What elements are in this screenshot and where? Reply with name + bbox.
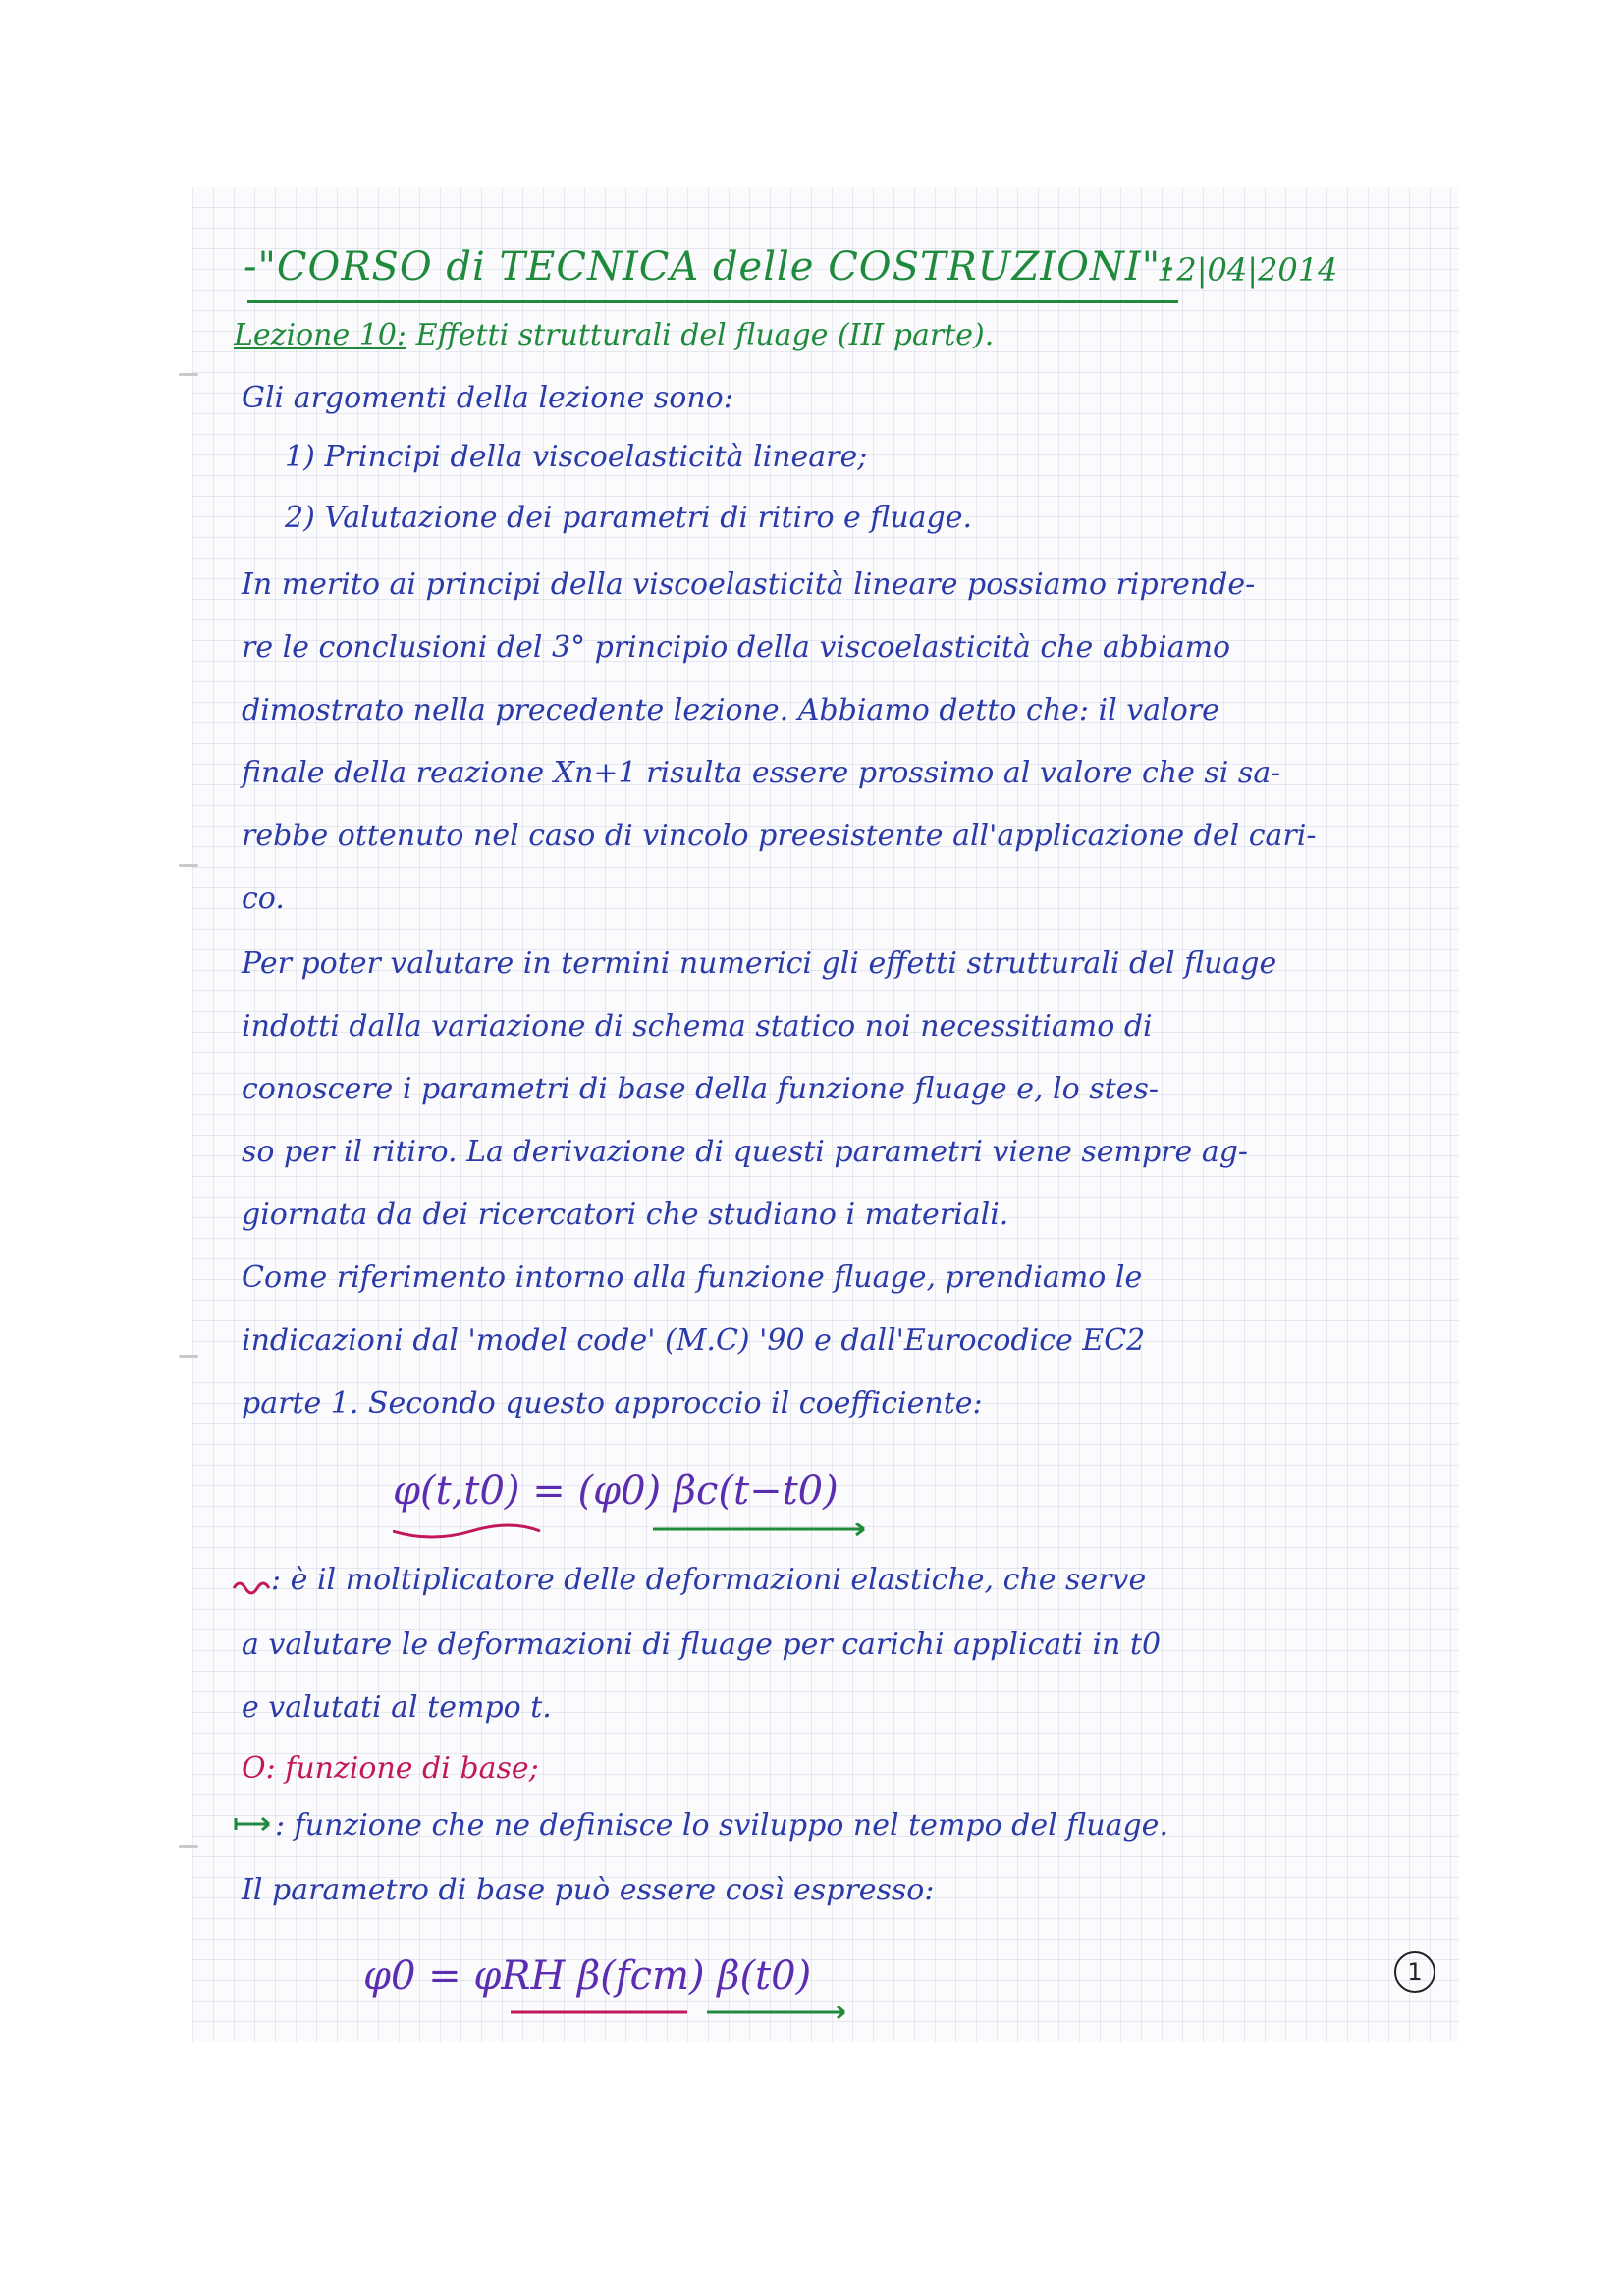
date: 12|04|2014 <box>1157 251 1338 289</box>
red-wavy-underline <box>393 1525 540 1537</box>
paragraph-line: Il parametro di base può essere così espresso: <box>242 1873 935 1907</box>
paragraph-line: rebbe ottenuto nel caso di vincolo preesistente all'applicazione del cari- <box>242 819 1317 853</box>
paragraph-line: In merito ai principi della viscoelasticità lineare possiamo riprende- <box>242 567 1256 602</box>
topic-1: 1) Principi della viscoelasticità lineare; <box>285 440 868 474</box>
page-title: -"CORSO di TECNICA delle COSTRUZIONI"- <box>244 244 1175 290</box>
formula-underlines <box>393 1523 903 1553</box>
lesson-text: Effetti strutturali del fluage (III parte). <box>406 318 995 352</box>
legend-line: : è il moltiplicatore delle deformazioni elastiche, che serve <box>271 1563 1147 1597</box>
paragraph-line: conoscere i parametri di base della funzione fluage e, lo stes- <box>242 1072 1159 1106</box>
paragraph-line: co. <box>242 881 285 916</box>
paragraph-line: so per il ritiro. La derivazione di questi parametri viene sempre ag- <box>242 1135 1249 1169</box>
paragraph-line: dimostrato nella precedente lezione. Abbiamo detto che: il valore <box>242 693 1219 727</box>
binder-mark <box>179 1845 198 1848</box>
legend-arrow-line: : funzione che ne definisce lo sviluppo nel tempo del fluage. <box>275 1808 1168 1842</box>
legend-line: a valutare le deformazioni di fluage per carichi applicati in t0 <box>242 1628 1162 1662</box>
title-underline <box>247 300 1178 303</box>
paragraph-line: Per poter valutare in termini numerici gli effetti strutturali del fluage <box>242 946 1277 981</box>
binder-mark <box>179 373 198 376</box>
formula-creep-coefficient: φ(t,t0) = (φ0) βc(t−t0) <box>393 1468 839 1514</box>
paragraph-line: giornata da dei ricercatori che studiano i materiali. <box>242 1198 1009 1232</box>
page-number: 1 <box>1394 1951 1435 1993</box>
legend-line: e valutati al tempo t. <box>242 1690 552 1725</box>
paragraph-line: Come riferimento intorno alla funzione fluage, prendiamo le <box>242 1260 1143 1295</box>
topic-2: 2) Valutazione dei parametri di ritiro e fluage. <box>285 501 973 535</box>
formula2-underlines <box>511 2006 864 2026</box>
legend-circle-line: O: funzione di base; <box>242 1751 539 1786</box>
paragraph-line: re le conclusioni del 3° principio della viscoelasticità che abbiamo <box>242 630 1231 665</box>
paragraph-line: finale della reazione Xn+1 risulta essere prossimo al valore che si sa- <box>242 756 1281 790</box>
intro-line: Gli argomenti della lezione sono: <box>242 381 733 415</box>
lesson-label: Lezione 10: <box>234 318 407 352</box>
formula-base-parameter: φ0 = φRH β(fcm) β(t0) <box>363 1953 812 1999</box>
paragraph-line: indicazioni dal 'model code' (M.C) '90 e dall'Eurocodice EC2 <box>242 1323 1146 1358</box>
lesson-heading <box>234 316 994 355</box>
binder-mark <box>179 864 198 867</box>
paragraph-line: indotti dalla variazione di schema statico noi necessitiamo di <box>242 1009 1153 1043</box>
green-arrow-icon <box>234 1814 273 1834</box>
green-arrow-underline <box>707 2006 844 2018</box>
wavy-symbol-icon <box>232 1576 271 1596</box>
paragraph-line: parte 1. Secondo questo approccio il coefficiente: <box>242 1386 983 1420</box>
binder-mark <box>179 1355 198 1358</box>
